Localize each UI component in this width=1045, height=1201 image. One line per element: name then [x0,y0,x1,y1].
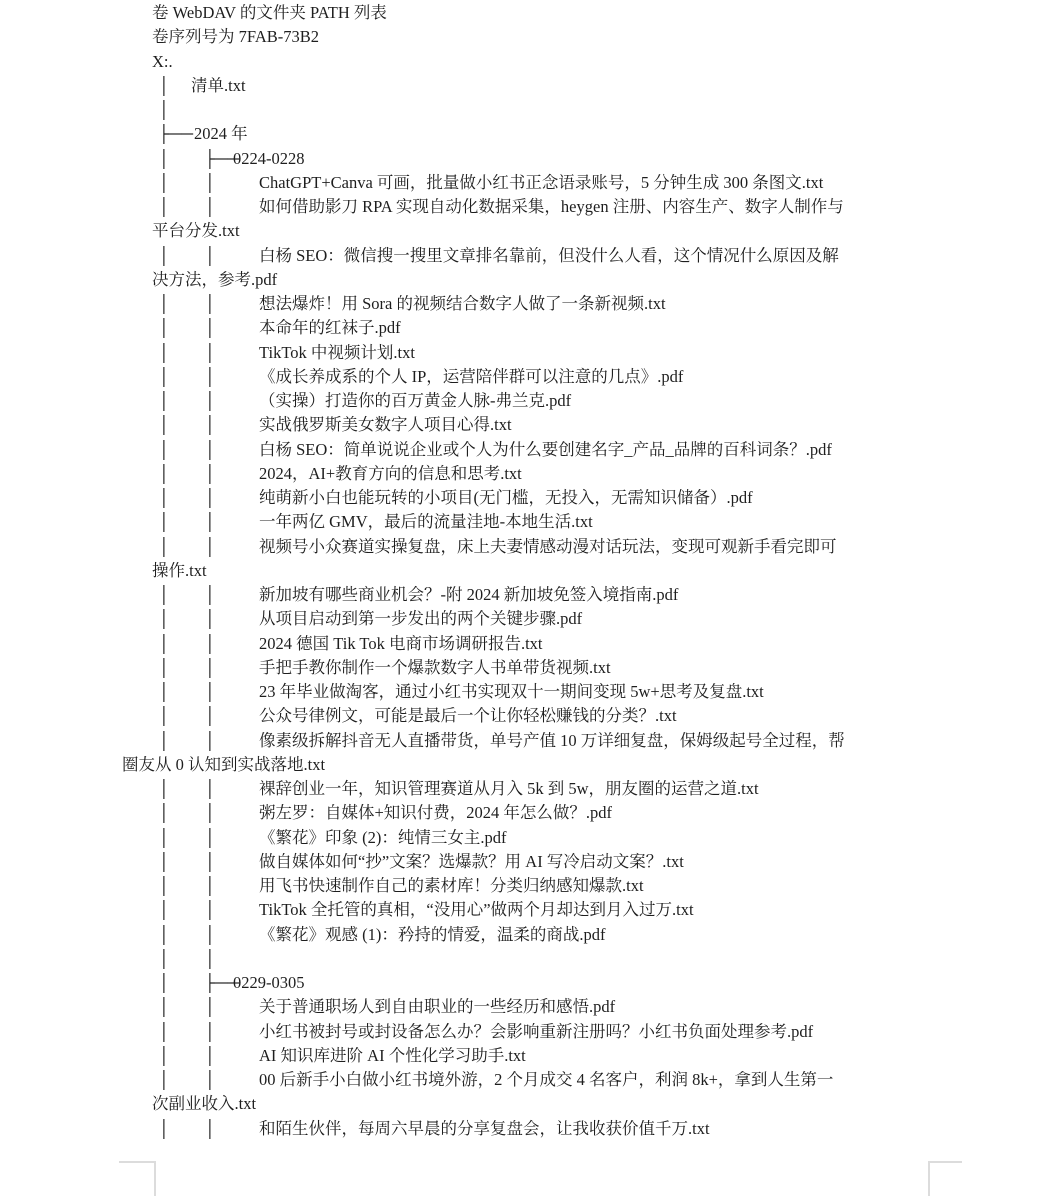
tree-pipe: │ [204,1070,216,1089]
tree-line-file-l2 [152,365,1045,389]
tree-line-file-l2 [152,1044,1045,1068]
tree-line-file-l2 [152,510,1045,534]
tree-pipe: │ [158,900,170,920]
tree-branch: ├── [204,148,240,168]
tree-pipe: │ [204,463,216,483]
tree-pipe: │ [204,197,216,216]
tree-pipe: │ [204,512,216,532]
tree-text: 裸辞创业一年，知识管理赛道从月入 5k 到 5w，朋友圈的运营之道.txt [259,779,759,798]
tree-pipe: │ [204,342,216,362]
tree-pipe: │ [158,342,170,362]
tree-pipe: │ [158,682,170,701]
tree-text: 圈友从 0 认知到实战落地.txt [122,754,326,774]
tree-text: 决方法，参考.pdf [152,269,278,289]
tree-line-file-l2 [152,777,1045,801]
tree-line-file-l2 [152,1117,1045,1141]
tree-pipe: │ [204,1021,216,1041]
tree-pipe: │ [158,779,170,798]
tree-line-file-l2 [152,389,1045,413]
tree-pipe: │ [158,633,170,653]
tree-line-file-l2 [152,704,1045,728]
tree-pipe: │ [204,633,216,653]
tree-text: 2024，AI+教育方向的信息和思考.txt [259,463,522,483]
tree-text: 一年两亿 GMV，最后的流量洼地-本地生活.txt [259,512,593,532]
tree-text: 卷序列号为 7FAB-73B2 [152,27,319,47]
tree-pipe: │ [158,706,170,726]
tree-text: 新加坡有哪些商业机会？-附 2024 新加坡免签入境指南.pdf [259,585,679,604]
tree-pipe: │ [158,997,170,1017]
tree-line-file-l2 [152,535,1045,559]
tree-pipe: │ [204,391,216,410]
tree-line-file-l2 [152,195,1045,219]
tree-branch: ├── [158,124,194,144]
tree-text: 用飞书快速制作自己的素材库！分类归纳感知爆款.txt [259,876,644,895]
tree-pipe: │ [158,1118,170,1138]
tree-pipe: │ [204,706,216,726]
tree-line-file-l2 [152,413,1045,437]
tree-pipe: │ [204,585,216,604]
tree-line-file-l2 [152,680,1045,704]
tree-line-branch-l2 [152,147,1045,171]
tree-pipe: │ [204,294,216,313]
tree-pipe: │ [158,924,170,944]
tree-text: 视频号小众赛道实操复盘，床上夫妻情感动漫对话玩法，变现可观新手看完即可 [259,536,837,556]
tree-text: 如何借助影刀 RPA 实现自动化数据采集，heygen 注册、内容生产、数字人制作与 [259,197,844,216]
tree-text: 卷 WebDAV 的文件夹 PATH 列表 [152,3,387,22]
tree-pipe: │ [204,1045,216,1065]
tree-line-file-l2 [152,656,1045,680]
tree-line-header [152,1,1045,25]
tree-pipe: │ [204,657,216,677]
tree-pipe: │ [204,172,216,192]
tree-line-file-l2 [152,923,1045,947]
tree-pipe: │ [204,900,216,920]
tree-pipe: │ [204,415,216,435]
tree-pipe: │ [158,148,170,168]
tree-pipe: │ [204,948,216,968]
tree-pipe: │ [158,536,170,556]
tree-line-root-file [152,74,1045,98]
tree-pipe: │ [158,512,170,532]
tree-text: 2024 德国 Tik Tok 电商市场调研报告.txt [259,633,543,653]
tree-pipe: │ [158,245,170,265]
tree-text: 操作.txt [152,560,207,580]
tree-pipe: │ [204,1118,216,1138]
tree-pipe: │ [158,851,170,871]
tree-pipe: │ [204,318,216,338]
tree-text: 纯萌新小白也能玩转的小项目(无门槛，无投入，无需知识储备）.pdf [259,488,753,507]
page-margin-corner-left-icon [119,1161,156,1196]
tree-pipe: │ [158,366,170,386]
tree-line-file-l2 [152,607,1045,631]
tree-line-file-l2 [152,1068,1045,1092]
tree-text: 《繁花》观感 (1)：矜持的情爱，温柔的商战.pdf [259,924,606,944]
tree-text: 23 年毕业做淘客，通过小红书实现双十一期间变现 5w+思考及复盘.txt [259,682,764,701]
tree-line-file-l2 [152,898,1045,922]
tree-line-file-l2 [152,316,1045,340]
tree-text: 次副业收入.txt [152,1094,257,1114]
tree-text: 实战俄罗斯美女数字人项目心得.txt [259,415,512,435]
tree-text: 关于普通职场人到自由职业的一些经历和感悟.pdf [259,997,616,1017]
tree-line-file-l2 [152,341,1045,365]
tree-line-wrap [152,559,1045,583]
tree-line-file-l2 [152,632,1045,656]
tree-line-file-l2 [152,438,1045,462]
tree-text: 小红书被封号或封设备怎么办？会影响重新注册吗？小红书负面处理参考.pdf [259,1021,814,1041]
tree-pipe: │ [158,657,170,677]
tree-pipe: │ [204,803,216,823]
tree-text: 《成长养成系的个人 IP，运营陪伴群可以注意的几点》.pdf [259,366,684,386]
tree-pipe: │ [158,1021,170,1041]
tree-line-pipes [152,947,1045,971]
tree-line-pipe [152,98,1045,122]
tree-pipe: │ [158,294,170,313]
tree-line-wrap-left [122,753,1045,777]
tree-pipe: │ [204,779,216,798]
tree-text: 做自媒体如何“抄”文案？选爆款？用 AI 写冷启动文案？.txt [259,851,684,871]
tree-text: 平台分发.txt [152,221,240,241]
tree-pipe: │ [158,948,170,968]
tree-pipe: │ [158,827,170,847]
tree-text: 清单.txt [191,75,246,95]
page-margin-corner-right-icon [928,1161,962,1196]
tree-line-file-l2 [152,244,1045,268]
tree-text: 本命年的红袜子.pdf [259,318,401,338]
tree-pipe: │ [158,100,170,119]
tree-text: AI 知识库进阶 AI 个性化学习助手.txt [259,1045,526,1065]
tree-pipe: │ [204,924,216,944]
tree-pipe: │ [158,609,170,629]
tree-line-wrap [152,1092,1045,1116]
tree-text: ChatGPT+Canva 可画，批量做小红书正念语录账号，5 分钟生成 300 条图文.txt [259,172,824,192]
tree-line-file-l2 [152,171,1045,195]
tree-pipe: │ [158,1045,170,1065]
tree-pipe: │ [158,876,170,895]
tree-text: 白杨 SEO：微信搜一搜里文章排名靠前，但没什么人看，这个情况什么原因及解 [259,245,839,265]
tree-pipe: │ [158,973,170,992]
tree-line-file-l2 [152,583,1045,607]
tree-text: 2024 年 [194,124,248,144]
tree-line-file-l2 [152,1020,1045,1044]
tree-line-file-l2 [152,850,1045,874]
tree-line-header [152,25,1045,49]
tree-pipe: │ [158,488,170,507]
tree-pipe: │ [204,366,216,386]
tree-line-file-l2 [152,486,1045,510]
tree-pipe: │ [204,682,216,701]
tree-pipe: │ [158,318,170,338]
tree-text: 手把手教你制作一个爆款数字人书单带货视频.txt [259,657,611,677]
tree-pipe: │ [204,488,216,507]
tree-pipe: │ [204,536,216,556]
tree-pipe: │ [204,439,216,459]
tree-pipe: │ [158,391,170,410]
tree-pipe: │ [158,585,170,604]
tree-line-wrap [152,219,1045,243]
tree-pipe: │ [204,245,216,265]
tree-text: 《繁花》印象 (2)：纯情三女主.pdf [259,827,507,847]
tree-line-file-l2 [152,826,1045,850]
tree-pipe: │ [204,876,216,895]
tree-pipe: │ [158,415,170,435]
tree-pipe: │ [158,172,170,192]
tree-line-branch-l2 [152,971,1045,995]
tree-line-file-l2 [152,729,1045,753]
tree-line-file-l2 [152,874,1045,898]
tree-pipe: │ [204,851,216,871]
tree-pipe: │ [158,197,170,216]
tree-text: 00 后新手小白做小红书境外游，2 个月成交 4 名客户，利润 8k+，拿到人生第一 [259,1070,834,1089]
tree-text: （实操）打造你的百万黄金人脉-弗兰克.pdf [259,391,572,410]
tree-text: 白杨 SEO：简单说说企业或个人为什么要创建名字_产品_品牌的百科词条？.pdf [259,439,832,459]
tree-pipe: │ [204,609,216,629]
tree-pipe: │ [204,827,216,847]
tree-branch: ├── [204,973,240,992]
tree-line-file-l2 [152,995,1045,1019]
tree-text: 公众号律例文，可能是最后一个让你轻松赚钱的分类？.txt [259,706,677,726]
tree-line-file-l2 [152,801,1045,825]
tree-pipe: │ [158,1070,170,1089]
tree-text: 和陌生伙伴，每周六早晨的分享复盘会，让我收获价值千万.txt [259,1118,710,1138]
tree-text: 像素级拆解抖音无人直播带货，单号产值 10 万详细复盘，保姆级起号全过程，帮 [259,730,845,750]
tree-pipe: │ [158,730,170,750]
tree-text: 从项目启动到第一步发出的两个关键步骤.pdf [259,609,583,629]
tree-line-file-l2 [152,462,1045,486]
tree-text: TikTok 全托管的真相，“没用心”做两个月却达到月入过万.txt [259,900,694,920]
tree-text: 想法爆炸！用 Sora 的视频结合数字人做了一条新视频.txt [259,294,666,313]
tree-pipe: │ [158,803,170,823]
tree-pipe: │ [204,730,216,750]
tree-line-branch-l1 [152,122,1045,146]
tree-line-wrap [152,268,1045,292]
tree-pipe: │ [158,439,170,459]
tree-text: 粥左罗：自媒体+知识付费，2024 年怎么做？.pdf [259,803,613,823]
tree-line-file-l2 [152,292,1045,316]
tree-text: TikTok 中视频计划.txt [259,342,415,362]
tree-pipe: │ [158,75,170,95]
tree-text: 0224-0228 [233,148,305,168]
tree-pipe: │ [158,463,170,483]
tree-pipe: │ [204,997,216,1017]
tree-text: 0229-0305 [233,973,305,992]
tree-text: X:. [152,51,173,71]
tree-line-header [152,50,1045,74]
